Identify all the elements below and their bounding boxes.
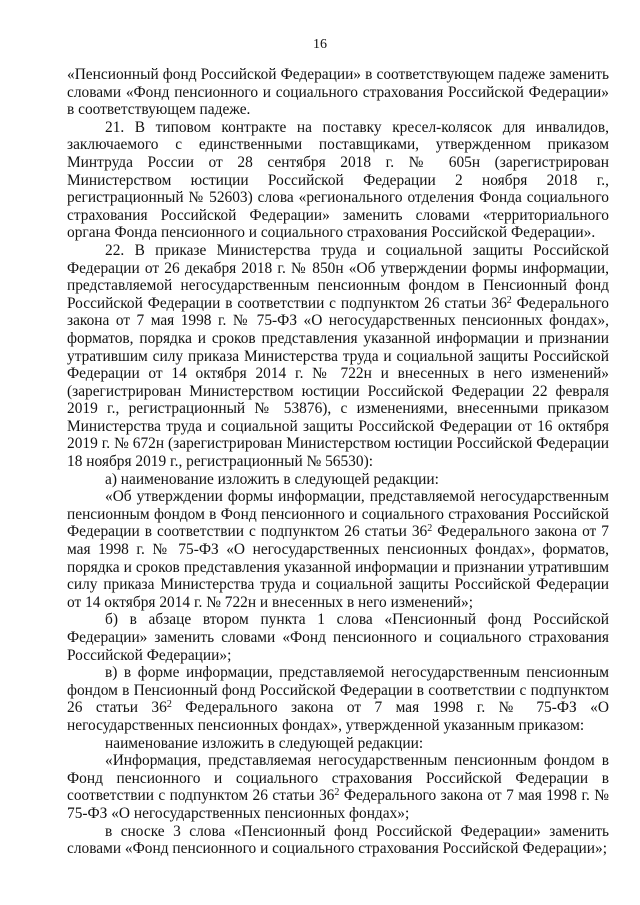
paragraph-text: Федерального закона от 7 мая 1998 г. № 75-ФЗ «О негосударственных пенсионных фондах», утвержденной указанным приказом: xyxy=(67,699,609,734)
superscript: 2 xyxy=(427,523,433,535)
paragraph-text: 22. В приказе Министерства труда и социальной защиты Российской Федерации от 26 декабря 2018 г. № 850н «Об утверждении формы информации, представляемой негосударственным пенсионным фондом в Пенсионный фонд Российской Федерации в соответствии с подпунктом 26 статьи 36 xyxy=(67,241,609,312)
subitem-b: б) в абзаце втором пункта 1 слова «Пенсионный фонд Российской Федерации» заменить словами «Фонд пенсионного и социального страхования Российской Федерации»; xyxy=(67,611,609,664)
paragraph-text: «Об утверждении формы информации, представляемой негосударственным пенсионным фондом в Фонд пенсионного и социального страхования Российской Федерации в соответствии с подпунктом 26 статьи 36 xyxy=(67,488,609,541)
paragraph-item-22 xyxy=(67,242,609,471)
footnote-instruction: в сноске 3 слова «Пенсионный фонд Российской Федерации» заменить словами «Фонд пенсионного и социального страхования Российской Федерации»; xyxy=(67,822,609,858)
paragraph-text: Федерального закона от 7 мая 1998 г. № 75-ФЗ «О негосударственных пенсионных фондах», форматов, порядка и сроков представления указанной информации и признании утратившим силу приказа Министерства труда и социальной защиты Российской Федерации от 14 октября 2014 г. № 722н и внесенных в него изменений» (зарегистрирован Министерством юстиции Российской Федерации 22 февраля 2019 г., регистрационный № 53876), с изменениями, внесенными приказом Министерства труда и социальной защиты Российской Федерации от 16 октября 2019 г. № 672н (зарегистрирован Министерством юстиции Российской Федерации 18 ноября 2019 г., регистрационный № 56530): xyxy=(67,294,609,471)
superscript: 2 xyxy=(166,699,172,711)
paragraph-item-21: 21. В типовом контракте на поставку кресел-колясок для инвалидов, заключаемого с единственными поставщиками, утвержденном приказом Минтруда России от 28 сентября 2018 г. № 605н (зарегистрирован Министерством юстиции Российской Федерации 2 ноября 2018 г., регистрационный № 52603) слова «регионального отделения Фонда социального страхования Российской Федерации» заменить словами «территориального органа Фонда пенсионного и социального страхования Российской Федерации». xyxy=(67,118,609,242)
quoted-form-title xyxy=(67,752,609,822)
subitem-title-instruction: наименование изложить в следующей редакции: xyxy=(105,734,424,752)
superscript: 2 xyxy=(506,294,512,306)
document-body xyxy=(67,66,609,858)
paragraph-text: Федерального закона от 7 мая 1998 г. № 75-ФЗ «О негосударственных пенсионных фондах»; xyxy=(67,787,609,822)
paragraph-text: Федерального закона от 7 мая 1998 г. № 75-ФЗ «О негосударственных пенсионных фондах», форматов, порядка и сроков представления указанной информации и признании утратившим силу приказа Министерства труда и социальной защиты Российской Федерации от 14 октября 2014 г. № 722н и внесенных в него изменений»; xyxy=(67,523,609,611)
page-number: 16 xyxy=(313,37,327,52)
paragraph-continuation: «Пенсионный фонд Российской Федерации» в соответствующем падеже заменить словами «Фонд пенсионного и социального страхования Российской Федерации» в соответствующем падеже. xyxy=(67,66,609,119)
subitem-a: а) наименование изложить в следующей редакции: xyxy=(105,470,439,488)
paragraph-text: в) в форме информации, представляемой негосударственным пенсионным фондом в Пенсионный фонд Российской Федерации в соответствии с подпунктом 26 статьи 36 xyxy=(67,664,609,717)
superscript: 2 xyxy=(334,787,340,799)
subitem-v xyxy=(67,664,609,734)
paragraph-text: «Информация, представляемая негосударственным пенсионным фондом в Фонд пенсионного и социального страхования Российской Федерации в соответствии с подпунктом 26 статьи 36 xyxy=(67,752,609,805)
quoted-new-title xyxy=(67,488,609,611)
